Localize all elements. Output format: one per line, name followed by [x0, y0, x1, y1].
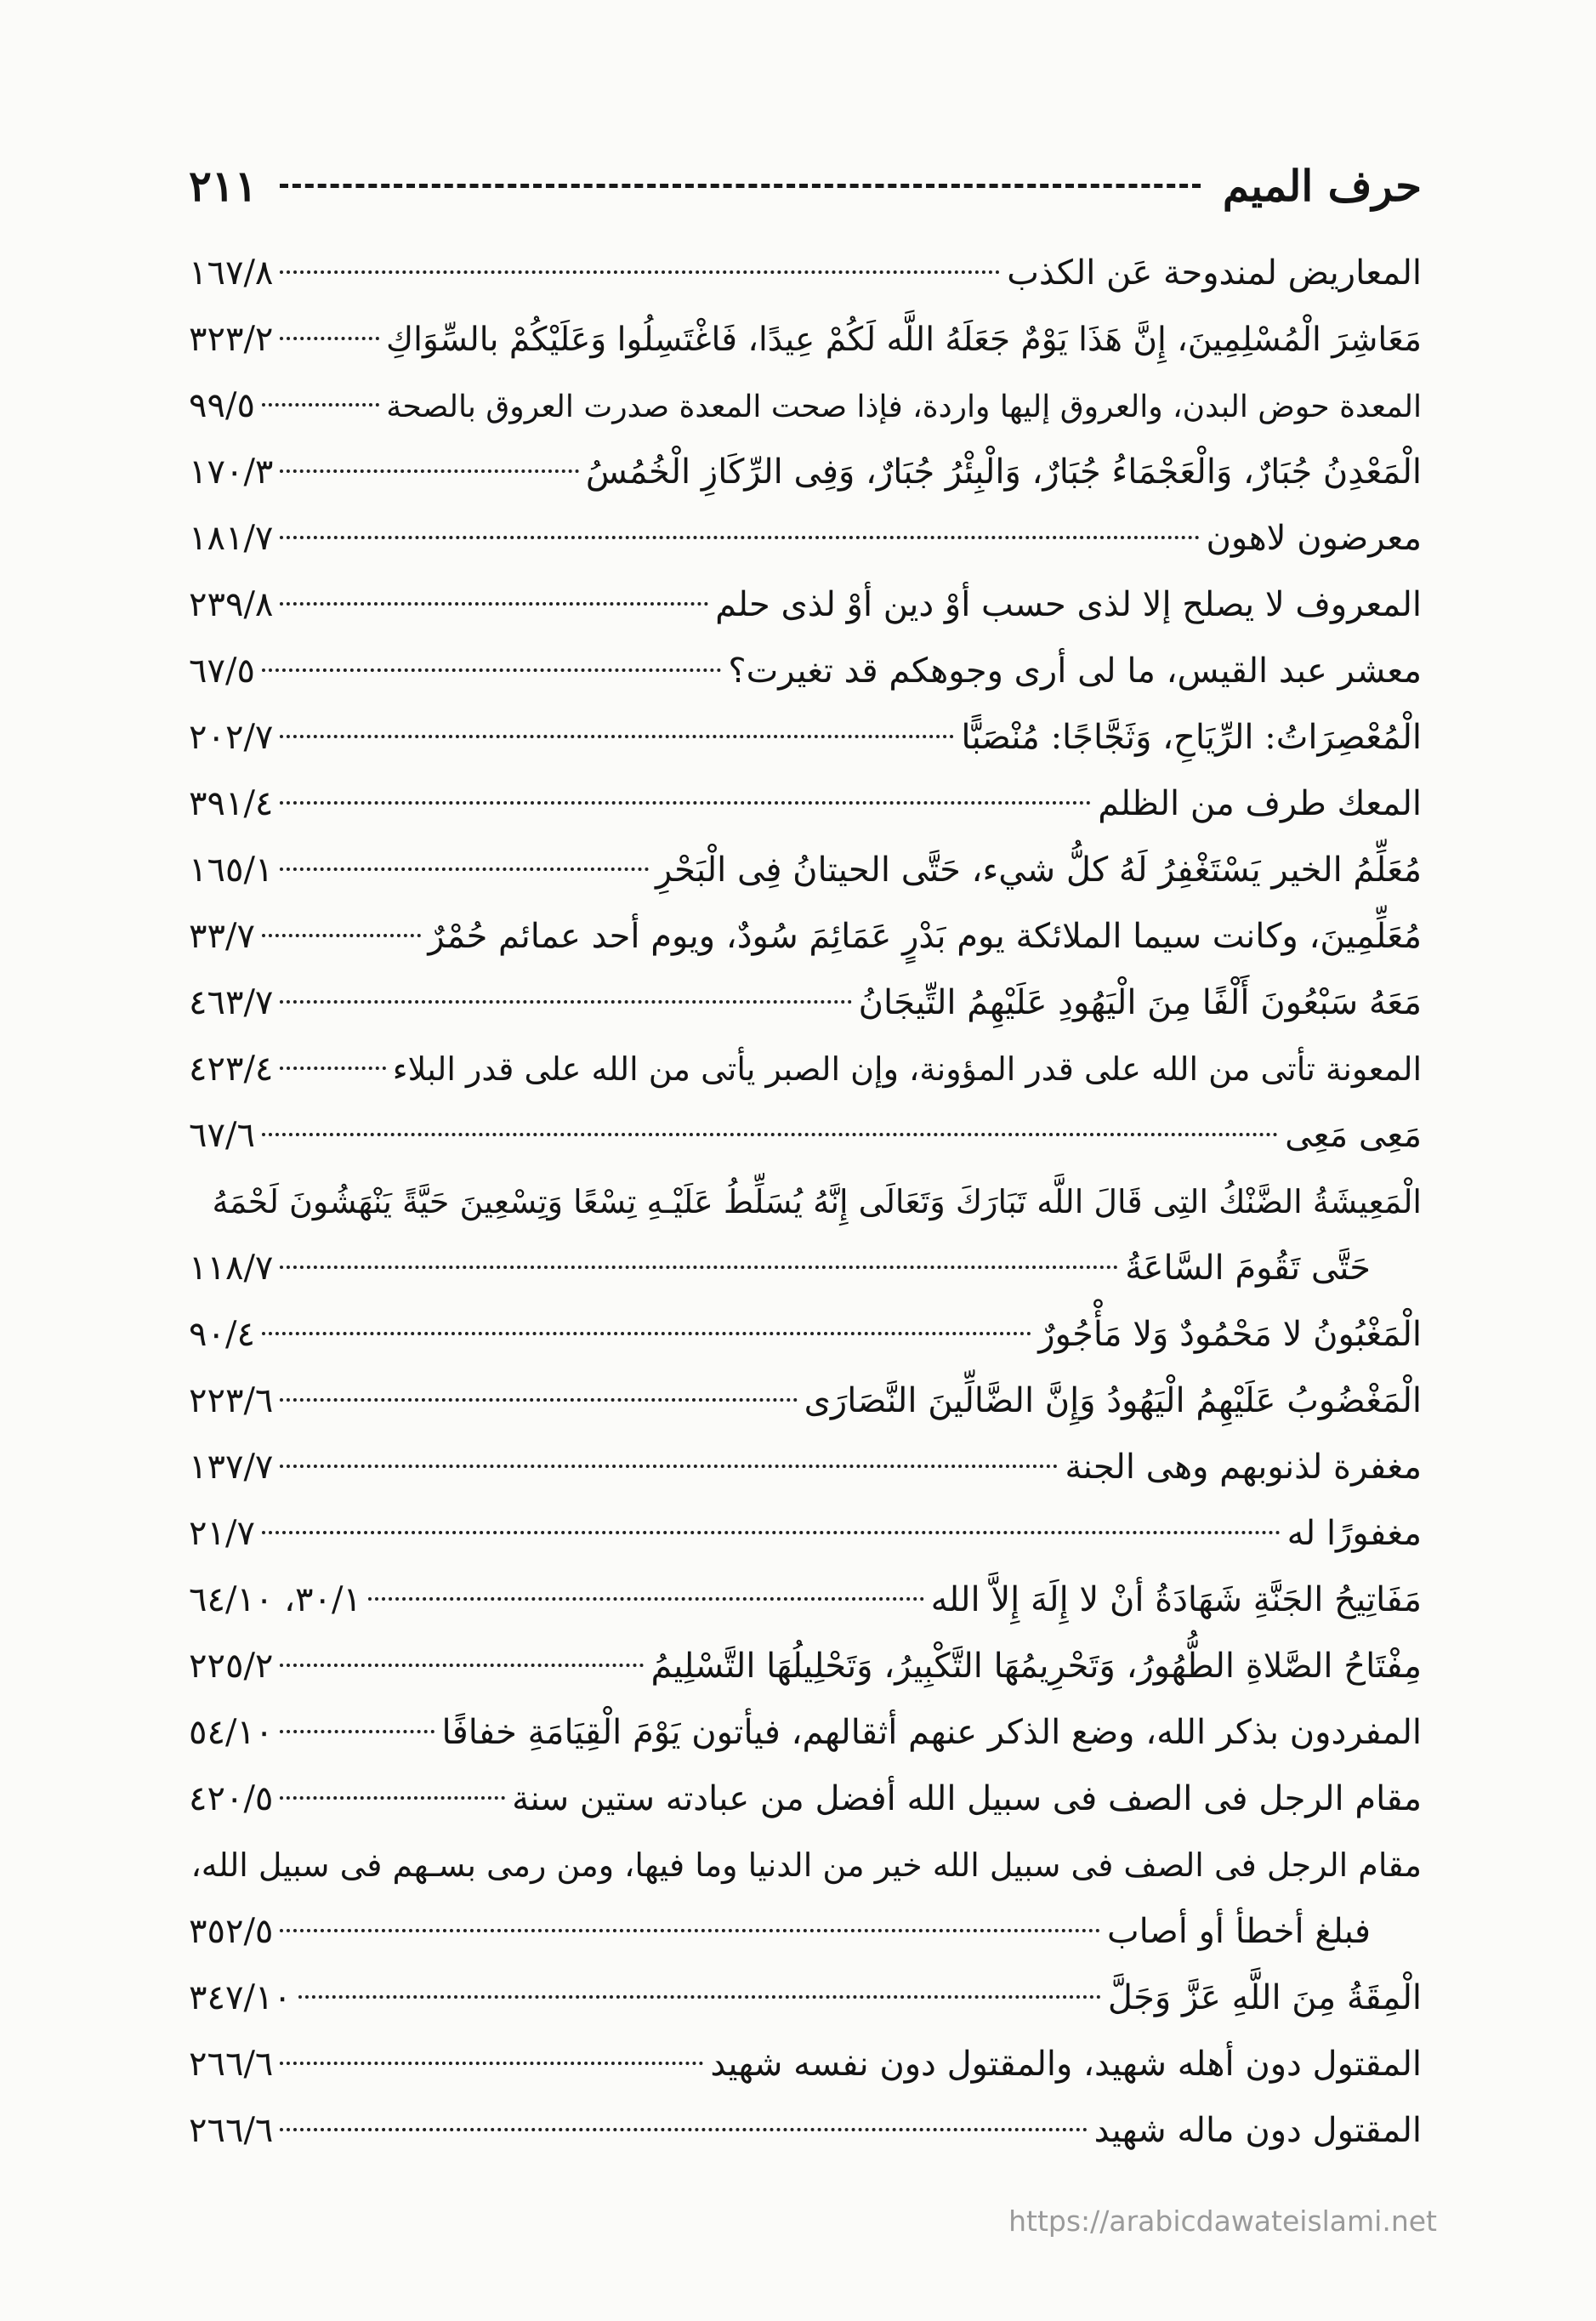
index-entry — [189, 1766, 1422, 1832]
entry-text: المعروف لا يصلح إلا لذى حسب أوْ دين أوْ لذى حلم — [715, 585, 1422, 624]
dot-leader — [280, 469, 579, 473]
entry-reference: ١٣٧/٧ — [189, 1448, 274, 1487]
dot-leader — [298, 1995, 1101, 1999]
index-entries — [189, 240, 1422, 2164]
entry-text: مَفَاتِيحُ الجَنَّةِ شَهَادَةُ أنْ لا إِلَهَ إِلاَّ الله — [930, 1580, 1422, 1619]
index-entry — [189, 1965, 1422, 2031]
entry-reference: ٣٥٢/٥ — [189, 1912, 274, 1951]
dot-leader — [280, 1398, 797, 1402]
entry-text: مَعَاشِرَ الْمُسْلِمِينَ، إِنَّ هَذَا يَوْمٌ جَعَلَهُ اللَّه لَكُمْ عِيدًا، فَاغْتَسِلُوا وَعَلَيْكُمْ بالسِّوَاكِ — [386, 321, 1422, 359]
dot-leader — [262, 1531, 1281, 1534]
index-entry — [189, 1036, 1422, 1102]
entry-text: مغفرة لذنوبهم وهى الجنة — [1065, 1448, 1422, 1487]
entry-text: المعونة تأتى من الله على قدر المؤونة، وإن الصبر يأتى من الله على قدر البلاء — [392, 1050, 1422, 1088]
index-entry — [189, 1102, 1422, 1169]
dot-leader — [280, 1730, 434, 1733]
entry-reference: ٣٤٧/١٠ — [189, 1978, 292, 2017]
index-entry — [189, 1301, 1422, 1368]
dot-leader — [280, 2128, 1087, 2131]
entry-reference: ١١٨/٧ — [189, 1249, 274, 1288]
entry-reference: ٥٤/١٠ — [189, 1713, 274, 1752]
entry-reference: ٣٢٣/٢ — [189, 320, 274, 359]
entry-text: الْمَعْدِنُ جُبَارٌ، وَالْعَجْمَاءُ جُبَارٌ، وَالْبِئْرُ جُبَارٌ، وَفِى الرِّكَازِ الْخُمُسُ — [585, 452, 1422, 492]
entry-reference: ٦٧/٥ — [189, 651, 255, 691]
index-entry — [189, 306, 1422, 373]
dot-leader — [280, 2062, 703, 2065]
entry-reference: ١٨١/٧ — [189, 519, 274, 558]
dot-leader — [368, 1597, 924, 1601]
index-entry — [189, 704, 1422, 771]
index-entry — [189, 1567, 1422, 1633]
entry-reference: ٣٩١/٤ — [189, 784, 274, 823]
dot-leader — [262, 668, 721, 672]
entry-reference: ٢٢٣/٦ — [189, 1381, 274, 1420]
entry-text: مَعِى مَعِى — [1285, 1116, 1422, 1155]
dot-leader — [280, 868, 649, 871]
index-entry — [189, 572, 1422, 638]
dot-leader — [280, 801, 1091, 805]
dot-leader — [280, 735, 954, 738]
entry-text: مُعَلِّمُ الخير يَسْتَغْفِرُ لَهُ كلُّ شيء، حَتَّى الحيتانُ فِى الْبَحْرِ — [656, 850, 1422, 890]
entry-reference: ٢٠٢/٧ — [189, 718, 274, 757]
dot-leader — [280, 602, 708, 606]
entry-text: المقتول دون ماله شهيد — [1093, 2111, 1422, 2150]
entry-text: المعاريض لمندوحة عَن الكذب — [1007, 253, 1422, 293]
index-entry — [189, 373, 1422, 439]
page-header — [189, 151, 1422, 219]
index-entry — [189, 771, 1422, 837]
entry-text: المعدة حوض البدن، والعروق إليها واردة، فإذا صحت المعدة صدرت العروق بالصحة — [386, 390, 1422, 424]
entry-text: الْمَغْضُوبُ عَلَيْهِمُ الْيَهُودُ وَإِنَّ الضَّالِّينَ النَّصَارَى — [804, 1381, 1422, 1420]
entry-text: معرضون لاهون — [1206, 519, 1422, 558]
entry-reference: ٦٧/٦ — [189, 1116, 255, 1155]
entry-reference: ٤٦٣/٧ — [189, 983, 274, 1022]
entry-text: الْمُعْصِرَاتُ: الرِّيَاحِ، وَثَجَّاجًا: مُنْصَبًّا — [961, 718, 1422, 757]
entry-text: المقتول دون أهله شهيد، والمقتول دون نفسه شهيد — [710, 2045, 1422, 2084]
entry-reference: ٣٣/٧ — [189, 917, 255, 956]
entry-text-continued: فبلغ أخطأ أو أصاب — [1106, 1912, 1371, 1951]
dot-leader — [280, 1465, 1058, 1468]
entry-text-continued: حَتَّى تَقُومَ السَّاعَةُ — [1125, 1249, 1371, 1288]
index-entry — [189, 1169, 1422, 1301]
entry-reference: ٢٦٦/٦ — [189, 2111, 274, 2150]
entry-reference: ٩٠/٤ — [189, 1315, 255, 1354]
entry-reference: ٢٢٥/٢ — [189, 1647, 274, 1686]
header-rule — [280, 184, 1201, 188]
index-entry — [189, 638, 1422, 704]
entry-text: مغفورًا له — [1286, 1514, 1422, 1553]
index-entry — [189, 240, 1422, 306]
index-entry — [189, 505, 1422, 572]
entry-text: مَعَهُ سَبْعُونَ أَلْفًا مِنَ الْيَهُودِ عَلَيْهِمُ التِّيجَانُ — [858, 983, 1422, 1022]
entry-reference: ٤٢٠/٥ — [189, 1779, 274, 1818]
index-entry — [189, 1633, 1422, 1699]
dot-leader — [280, 536, 1199, 539]
index-entry — [189, 970, 1422, 1036]
dot-leader — [280, 1266, 1118, 1269]
index-entry — [189, 439, 1422, 505]
dot-leader — [280, 337, 379, 340]
dot-leader — [280, 1000, 851, 1004]
entry-reference: ٣٠/١، ٦٤/١٠ — [189, 1580, 361, 1619]
index-entry — [189, 1434, 1422, 1500]
entry-text: مقام الرجل فى الصف فى سبيل الله خير من الدنيا وما فيها، ومن رمى بسـهم فى سبيل الله، — [190, 1846, 1422, 1884]
dot-leader — [262, 403, 379, 407]
dot-leader — [262, 934, 421, 937]
entry-reference: ٢٣٩/٨ — [189, 585, 274, 624]
index-entry — [189, 1368, 1422, 1434]
index-entry — [189, 1832, 1422, 1965]
index-entry — [189, 903, 1422, 970]
index-entry — [189, 837, 1422, 903]
page-number: ٢١١ — [189, 160, 258, 211]
index-entry — [189, 2097, 1422, 2164]
dot-leader — [280, 1664, 644, 1667]
entry-text: معشر عبد القيس، ما لى أرى وجوهكم قد تغيرت؟ — [728, 651, 1422, 691]
entry-reference: ٩٩/٥ — [189, 386, 255, 425]
entry-reference: ١٦٥/١ — [189, 850, 274, 890]
entry-text: الْمَغْبُونُ لا مَحْمُودٌ وَلا مَأْجُورٌ — [1038, 1315, 1422, 1354]
entry-reference: ١٧٠/٣ — [189, 452, 274, 492]
index-entry — [189, 1500, 1422, 1567]
dot-leader — [280, 1067, 385, 1070]
entry-continuation — [189, 1898, 1422, 1965]
dot-leader — [262, 1133, 1278, 1136]
dot-leader — [280, 270, 1000, 274]
entry-text: الْمَعِيشَةُ الضَّنْكُ التِى قَالَ اللَّه تَبَارَكَ وَتَعَالَى إِنَّهُ يُسَلِّطُ عَلَيْـهِ تِسْعًا وَتِسْعِينَ حَيَّةً يَنْهَشُونَ لَحْمَهُ — [212, 1183, 1422, 1220]
entry-text: مِفْتَاحُ الصَّلاةِ الطُّهُورُ، وَتَحْرِيمُهَا التَّكْبِيرُ، وَتَحْلِيلُهَا التَّسْلِيمُ — [650, 1647, 1422, 1686]
entry-reference: ١٦٧/٨ — [189, 253, 274, 293]
dot-leader — [280, 1796, 505, 1800]
entry-text: المفردون بذكر الله، وضع الذكر عنهم أثقالهم، فيأتون يَوْمَ الْقِيَامَةِ خفافًا — [441, 1713, 1422, 1752]
entry-continuation — [189, 1235, 1422, 1301]
watermark-url: https://arabicdawateislami.net — [1008, 2204, 1437, 2238]
entry-reference: ٤٢٣/٤ — [189, 1050, 274, 1089]
dot-leader — [280, 1929, 1100, 1932]
entry-reference: ٢١/٧ — [189, 1514, 255, 1553]
entry-text: المعك طرف من الظلم — [1098, 784, 1422, 823]
entry-text: مُعَلِّمِينَ، وكانت سيما الملائكة يوم بَدْرٍ عَمَائِمَ سُودٌ، ويوم أحد عمائم حُمْرٌ — [428, 917, 1422, 956]
index-entry — [189, 2031, 1422, 2097]
dot-leader — [262, 1332, 1031, 1335]
entry-reference: ٢٦٦/٦ — [189, 2045, 274, 2084]
section-title: حرف الميم — [1222, 160, 1422, 211]
index-entry — [189, 1699, 1422, 1766]
entry-text: مقام الرجل فى الصف فى سبيل الله أفضل من عبادته ستين سنة — [512, 1779, 1422, 1818]
entry-text: الْمِقَةُ مِنَ اللَّهِ عَزَّ وَجَلَّ — [1107, 1978, 1422, 2017]
